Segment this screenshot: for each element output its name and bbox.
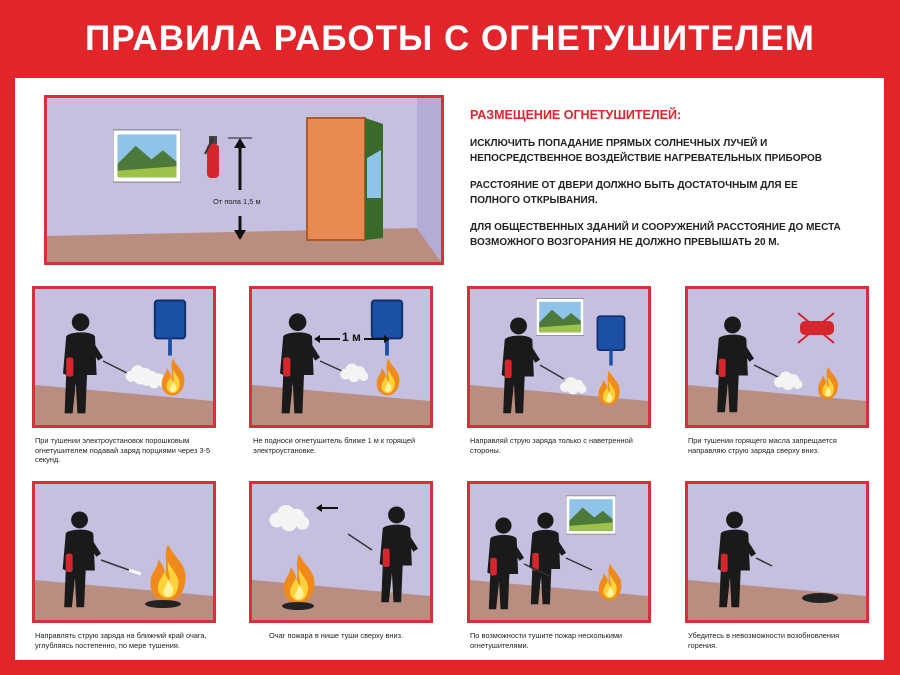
rule-caption-3: Направляй струю заряда только с наветренной стороны. [470, 436, 633, 455]
distance-label: 1 м [342, 330, 361, 344]
rule-scene-1 [32, 286, 216, 428]
rule-caption-2: Не подноси огнетушитель ближе 1 м к горящей электроустановке. [253, 436, 416, 455]
rule-scene-2 [249, 286, 433, 428]
rule-scene-7 [467, 481, 651, 623]
rule-caption-8: Убедитесь в невозможности возобновления горения. [688, 631, 840, 650]
placement-paragraph: РАССТОЯНИЕ ОТ ДВЕРИ ДОЛЖНО БЫТЬ ДОСТАТОЧНЫМ ДЛЯ ЕЕ ПОЛНОГО ОТКРЫВАНИЯ. [470, 180, 798, 206]
rule-scene-8 [685, 481, 869, 623]
rule-scene-5 [32, 481, 216, 623]
rule-caption-4: При тушении горящего масла запрещается направляю струю заряда сверху вниз. [688, 436, 837, 455]
placement-scene [44, 95, 444, 265]
window-picture [113, 130, 181, 182]
placement-paragraph: ИСКЛЮЧИТЬ ПОПАДАНИЕ ПРЯМЫХ СОЛНЕЧНЫХ ЛУЧЕЙ И НЕПОСРЕДСТВЕННОЕ ВОЗДЕЙСТВИЕ НАГРЕВАТЕЛЬНЫХ ПРИБОРОВ [470, 138, 823, 164]
height-label: От пола 1,5 м [213, 197, 261, 206]
rule-scene-3 [467, 286, 651, 428]
rule-scene-6 [249, 481, 433, 623]
placement-paragraph: ДЛЯ ОБЩЕСТВЕННЫХ ЗДАНИЙ И СООРУЖЕНИЙ РАССТОЯНИЕ ДО МЕСТА ВОЗМОЖНОГО ВОЗГОРАНИЯ НЕ ДОЛЖНО ПРЕВЫШАТЬ 20 М. [470, 222, 841, 248]
rule-caption-6: Очаг пожара в нише туши сверху вниз. [269, 631, 404, 640]
placement-info [470, 108, 870, 262]
rule-caption-5: Направлять струю заряда на ближний край очага, углубляясь постепенно, по мере тушения. [35, 631, 207, 650]
poster-body [15, 78, 884, 660]
placement-title: РАЗМЕЩЕНИЕ ОГНЕТУШИТЕЛЕЙ: [470, 108, 682, 122]
page-title: ПРАВИЛА РАБОТЫ С ОГНЕТУШИТЕЛЕМ [85, 19, 815, 58]
rule-scene-4 [685, 286, 869, 428]
rule-caption-7: По возможности тушите пожар несколькими огнетушителями. [470, 631, 623, 650]
rule-caption-1: При тушении электроустановок порошковым огнетушителем подавай заряд порциями через 3-5 секунд. [35, 436, 211, 465]
